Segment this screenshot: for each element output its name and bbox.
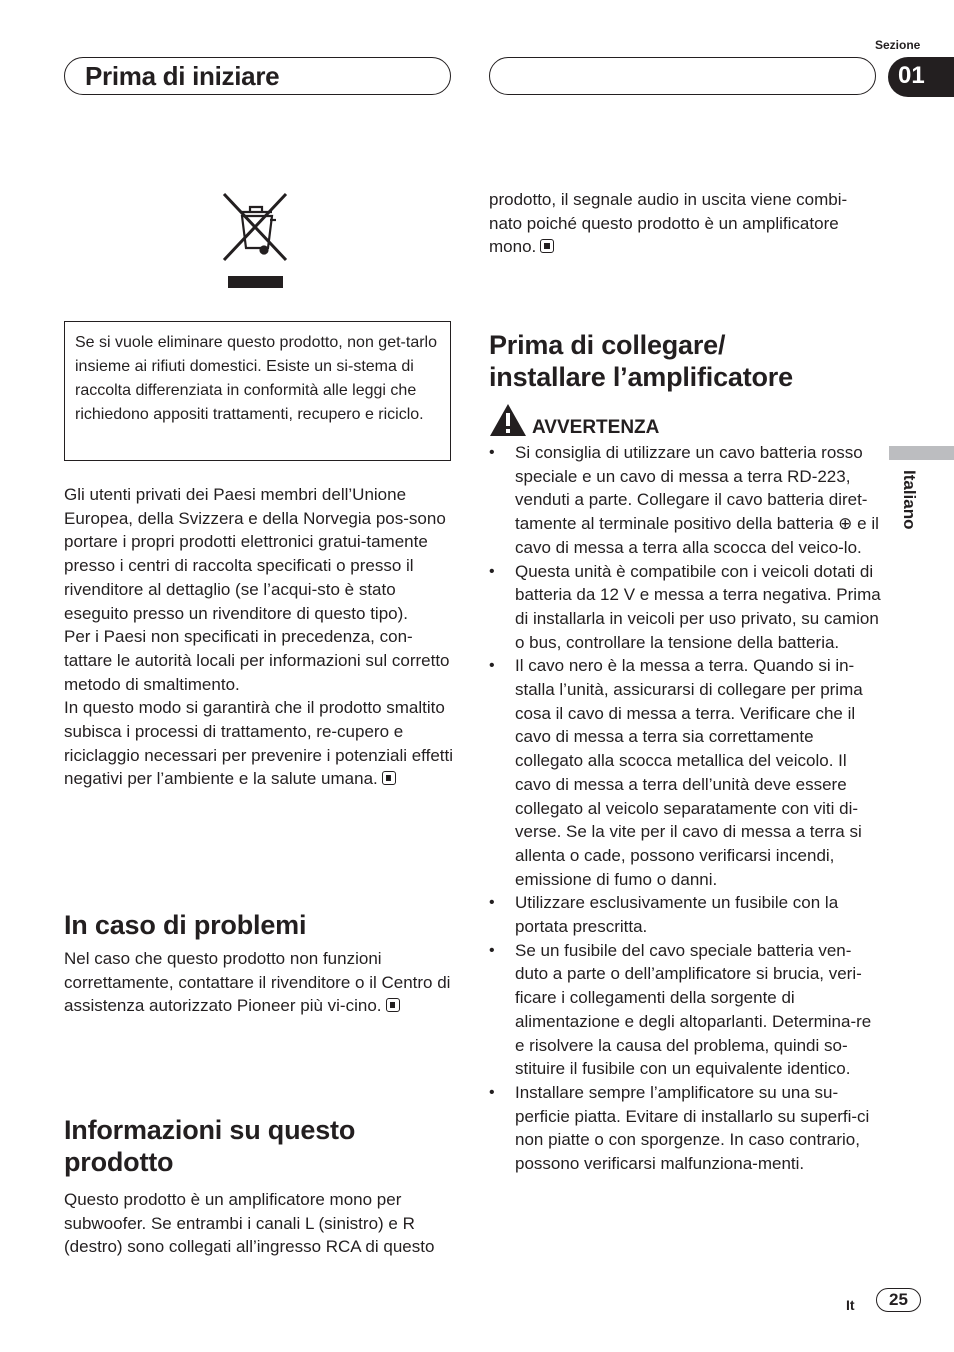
disposal-info [64, 483, 454, 791]
disposal-paragraph: Per i Paesi non specificati in precedenza, con-tattare le autorità locali per informazioni sul corretto metodo di smaltimento. [64, 627, 450, 694]
footer-language-code: It [846, 1297, 855, 1313]
end-of-section-icon [382, 771, 396, 785]
product-info-text: Questo prodotto è un amplificatore mono per subwoofer. Se entrambi i canali L (sinistro) e R (destro) sono collegati all’ingresso RCA di questo [64, 1190, 435, 1257]
problems-text: Nel caso che questo prodotto non funzioni correttamente, contattare il rivenditore o il Centro di assistenza autorizzato Pioneer più vi-cino. [64, 949, 451, 1016]
side-tab-marker [889, 446, 954, 460]
product-info-continued [489, 188, 877, 259]
section-number-badge: 01 [888, 57, 954, 97]
disposal-paragraph: Gli utenti privati dei Paesi membri dell’Unione Europea, della Svizzera e della Norvegia pos-sono portare i propri prodotti elettronici gratui-tamente presso i centri di raccolta specificati o presso il rivenditore al dettaglio (se l’acqui-sto è stato eseguito presso un rivenditore di questo tipo). [64, 485, 446, 623]
warning-list [489, 441, 881, 1176]
product-info-section [64, 1114, 454, 1259]
disposal-notice-text: Se si vuole eliminare questo prodotto, non get-tarlo insieme ai rifiuti domestici. Esiste un si-stema di raccolta differenziata in conformità alle leggi che richiedono appositi trattamenti, recupero e riciclo. [75, 334, 437, 423]
end-of-section-icon [540, 239, 554, 253]
crossed-out-bin-icon [220, 190, 292, 290]
section-label: Sezione [875, 38, 921, 52]
section-heading-install: Prima di collegare/ installare l’amplificatore [489, 330, 793, 392]
warning-item: • Installare sempre l’amplificatore su una su-perficie piatta. Evitare di installarlo su superfi-ci non piatte o con sporgenze. In caso contrario, possono verificarsi malfunziona-menti. [489, 1081, 881, 1176]
disposal-notice-box [64, 321, 451, 461]
warning-item: • Utilizzare esclusivamente un fusibile con la portata prescritta. [489, 891, 881, 938]
warning-item: • Questa unità è compatibile con i veicoli dotati di batteria da 12 V e messa a terra negativa. Prima di installarla in veicoli per uso privato, su camion o bus, controllare la tensione della batteria. [489, 560, 881, 655]
install-section [489, 329, 877, 393]
section-heading-problems: In caso di problemi [64, 910, 307, 940]
warning-title: AVVERTENZA [532, 417, 660, 438]
warning-item: • Se un fusibile del cavo speciale batteria ven-duto a parte o dell’amplificatore si brucia, veri-ficare i collegamenti della sorgente di alimentazione e degli altoparlanti. Determina-re e risolvere la causa del problema, quindi so-stituire il fusibile con un equivalente identico. [489, 939, 881, 1081]
disposal-paragraph: In questo modo si garantirà che il prodotto smaltito subisca i processi di trattamento, re-cupero e riciclaggio necessari per prevenire i potenziali effetti negativi per l’ambiente e la salute umana. [64, 698, 453, 789]
page-title: Prima di iniziare [85, 61, 280, 91]
header-empty-bar [489, 57, 876, 95]
warning-item: • Il cavo nero è la messa a terra. Quando si in-stalla l’unità, assicurarsi di collegare per prima cosa il cavo di messa a terra. Verificare che il cavo di messa a terra sia correttamente collegato alla scocca metallica del veicolo. Il cavo di messa a terra dell’unità deve essere collegato al veicolo separatamente con viti di-verse. Se la vite per il cavo di messa a terra si allenta o cade, possono verificarsi incendi, emissione di fumo o danni. [489, 654, 881, 891]
warning-triangle-icon [489, 403, 527, 437]
end-of-section-icon [386, 998, 400, 1012]
header-title-bar [64, 57, 451, 95]
continued-text: prodotto, il segnale audio in uscita viene combi-nato poiché questo prodotto è un amplificatore mono. [489, 190, 848, 257]
side-language-tab [889, 470, 929, 560]
problems-section [64, 909, 454, 1018]
page-number: 25 [876, 1288, 921, 1312]
warning-item: • Si consiglia di utilizzare un cavo batteria rosso speciale e un cavo di messa a terra RD-223, venduti a parte. Collegare il cavo batteria diret-tamente al terminale positivo della batteria ⊕ e il cavo di messa a terra alla scocca del veico-lo. [489, 441, 881, 560]
section-heading-product-info: Informazioni su questo prodotto [64, 1115, 356, 1177]
side-language-label: Italiano [900, 470, 919, 530]
